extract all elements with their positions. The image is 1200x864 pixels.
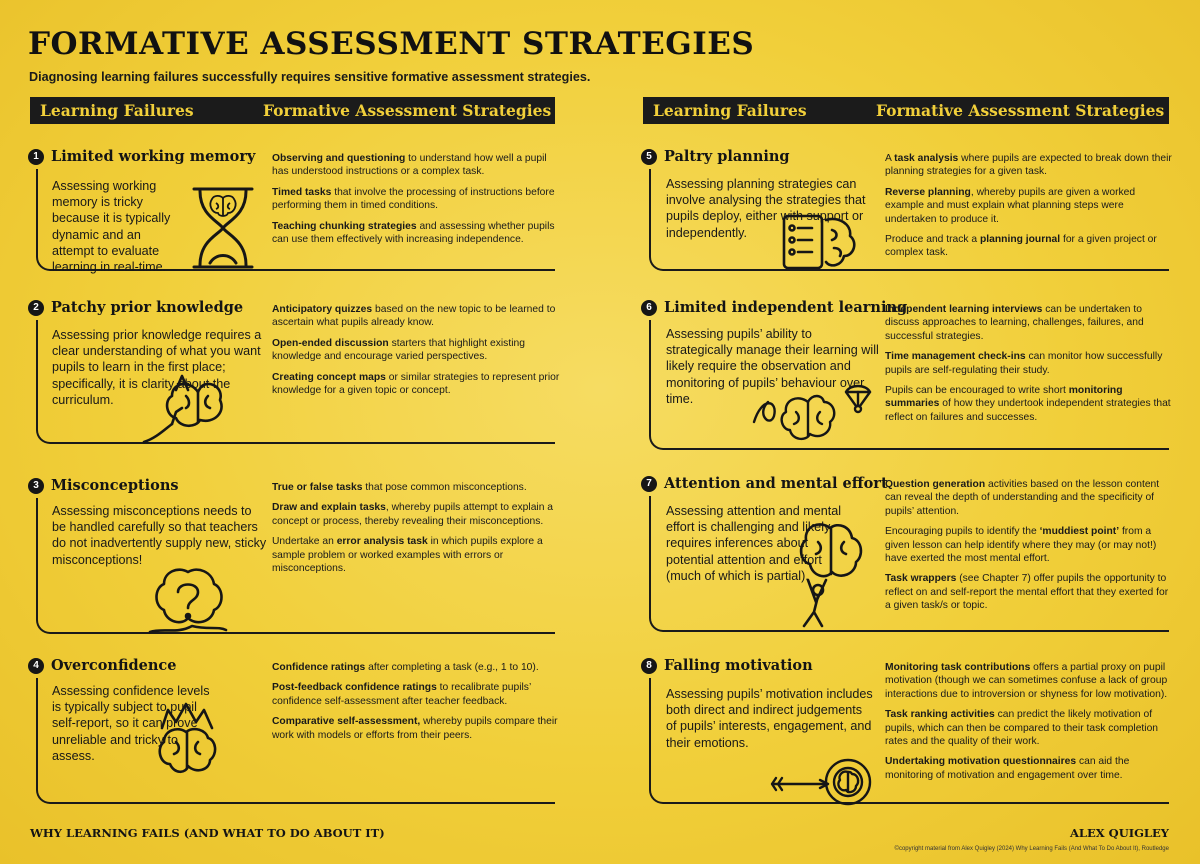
- page-title: FORMATIVE ASSESSMENT STRATEGIES: [28, 26, 755, 62]
- item-number-badge: 7: [641, 476, 657, 492]
- strategy-item: Task wrappers (see Chapter 7) offer pupils the opportunity to reflect on and self-report the mental effort that they exerted for a given task/s or topic.: [885, 573, 1169, 612]
- header-strategies: Formative Assessment Strategies: [876, 101, 1165, 120]
- item-description: Assessing planning strategies can involve analysing the strategies that pupils deploy, either with support or independently.: [666, 177, 866, 240]
- header-strategies: Formative Assessment Strategies: [263, 101, 552, 120]
- strategy-item: Independent learning interviews can be undertaken to discuss approaches to learning, challenges, failures, and successful strategies.: [885, 304, 1144, 342]
- checklist-brain-icon: [780, 212, 860, 272]
- copyright-note: ©copyright material from Alex Quigley (2024) Why Learning Fails (And What To Do About It), Routledge: [894, 846, 1169, 852]
- strategy-item: Produce and track a planning journal for a given project or complex task.: [885, 234, 1157, 259]
- item-number-badge: 6: [641, 300, 657, 316]
- climbing-brain-icon: [142, 372, 242, 444]
- item-number-badge: 2: [28, 300, 44, 316]
- strategy-item: Reverse planning, whereby pupils are given a worked example and must explain what planning steps were undertaken to produce it.: [885, 186, 1136, 225]
- strategy-list: [272, 303, 562, 404]
- strategy-item: Timed tasks that involve the processing of instructions before performing them in timed conditions.: [272, 186, 555, 212]
- strategy-item: Pupils can be encouraged to write short monitoring summaries of how they undertook independent strategies that reflect on failures and successes.: [885, 385, 1171, 423]
- strategy-item: Encouraging pupils to identify the ‘muddiest point’ from a given lesson can help identify where they may (or may not!) have exerted the most mental effort.: [885, 526, 1157, 565]
- strategy-item: Teaching chunking strategies and assessing whether pupils can use them effectively with increasing independence.: [272, 220, 555, 246]
- strategy-list: [885, 152, 1175, 267]
- header-learning-failures: Learning Failures: [40, 101, 194, 120]
- strategy-list: [885, 661, 1175, 789]
- strategy-item: Open-ended discussion starters that highlight existing knowledge and encourage varied perspectives.: [272, 337, 525, 363]
- item-title: Misconceptions: [51, 477, 179, 494]
- hourglass-brain-icon: [188, 185, 258, 271]
- book-title-footer: WHY LEARNING FAILS (AND WHAT TO DO ABOUT IT): [30, 826, 385, 840]
- item-number-badge: 1: [28, 149, 44, 165]
- strategy-item: Time management check-ins can monitor how successfully pupils are self-regulating their study.: [885, 351, 1163, 376]
- header-learning-failures: Learning Failures: [653, 101, 807, 120]
- question-brain-icon: [148, 566, 228, 634]
- page-subtitle: Diagnosing learning failures successfully requires sensitive formative assessment strategies.: [29, 70, 591, 84]
- item-description: Assessing prior knowledge requires a clear understanding of what you want pupils to learn in the first place; specifically, it is clarity about the curriculum.: [52, 328, 262, 407]
- pushing-brain-icon: [796, 518, 866, 630]
- strategy-item: Confidence ratings after completing a task (e.g., 1 to 10).: [272, 662, 539, 673]
- item-title: Limited working memory: [51, 148, 256, 165]
- strategy-item: A task analysis where pupils are expected to break down their planning strategies for a given task.: [885, 153, 1172, 178]
- crowned-brain-icon: [152, 702, 222, 782]
- strategy-list: [272, 152, 562, 253]
- strategy-item: Comparative self-assessment, whereby pupils compare their work with models or efforts from their peers.: [272, 716, 558, 741]
- item-number-badge: 4: [28, 658, 44, 674]
- item-title: Limited independent learning: [664, 299, 908, 316]
- item-description: Assessing pupils’ ability to strategically manage their learning will likely require the observation and monitoring of pupils’ behaviour over time.: [666, 327, 879, 406]
- item-description: Assessing working memory is tricky because it is typically dynamic and an attempt to evaluate learning in real-time.: [52, 179, 171, 275]
- column-header-left: [30, 97, 555, 124]
- item-number-badge: 3: [28, 478, 44, 494]
- item-description: Assessing pupils’ motivation includes both direct and indirect judgements of pupils’ interests, engagement, and their emotions.: [666, 687, 873, 750]
- item-title: Patchy prior knowledge: [51, 299, 244, 316]
- author-footer: ALEX QUIGLEY: [1069, 826, 1169, 840]
- strategy-item: Observing and questioning to understand how well a pupil has understood instructions or a complex task.: [272, 153, 547, 178]
- strategy-item: Anticipatory quizzes based on the new topic to be learned to ascertain what pupils already know.: [272, 304, 556, 329]
- strategy-item: True or false tasks that pose common misconceptions.: [272, 482, 527, 493]
- item-description: Assessing misconceptions needs to be handled carefully so that teachers do not inadvertently supply new, sticky misconceptions!: [52, 504, 267, 567]
- strategy-list: [272, 661, 562, 749]
- item-title: Overconfidence: [51, 657, 177, 674]
- strategy-item: Creating concept maps or similar strategies to represent prior knowledge for a given topic or concept.: [272, 371, 560, 397]
- strategy-list: [885, 478, 1175, 620]
- strategy-item: Question generation activities based on the lesson content can reveal the depth of understanding and the specificity of pupils’ attention.: [885, 479, 1160, 517]
- strategy-item: Post-feedback confidence ratings to recalibrate pupils’ confidence self-assessment after teacher feedback.: [272, 682, 531, 707]
- item-description: Assessing attention and mental effort is challenging and likely requires inferences about potential attention and effort (much of which is partial).: [666, 504, 842, 583]
- parachute-brain-icon: [750, 382, 880, 452]
- strategy-item: Task ranking activities can predict the likely motivation of pupils, which can then be compared to their task completion rates and the quality of their work.: [885, 709, 1159, 748]
- strategy-list: [885, 303, 1175, 431]
- strategy-list: [272, 481, 562, 582]
- item-title: Paltry planning: [664, 148, 790, 165]
- item-description: Assessing confidence levels is typically subject to pupil self-report, so it can prove unreliable and tricky to assess.: [52, 684, 210, 763]
- item-number-badge: 5: [641, 149, 657, 165]
- item-number-badge: 8: [641, 658, 657, 674]
- target-brain-icon: [768, 752, 878, 808]
- column-header-right: [643, 97, 1169, 124]
- strategy-item: Monitoring task contributions offers a partial proxy on pupil motivation (though we can sometimes confuse a lack of group interactions due to introversion or shyness for low motivation).: [885, 662, 1168, 700]
- strategy-item: Undertake an error analysis task in which pupils explore a sample problem or worked examples with errors or misconceptions.: [272, 536, 543, 575]
- item-title: Attention and mental effort: [664, 475, 888, 492]
- item-title: Falling motivation: [664, 657, 813, 674]
- strategy-item: Undertaking motivation questionnaires can aid the monitoring of motivation and engagement over time.: [885, 756, 1130, 781]
- strategy-item: Draw and explain tasks, whereby pupils attempt to explain a concept or process, thereby revealing their misconceptions.: [272, 502, 554, 527]
